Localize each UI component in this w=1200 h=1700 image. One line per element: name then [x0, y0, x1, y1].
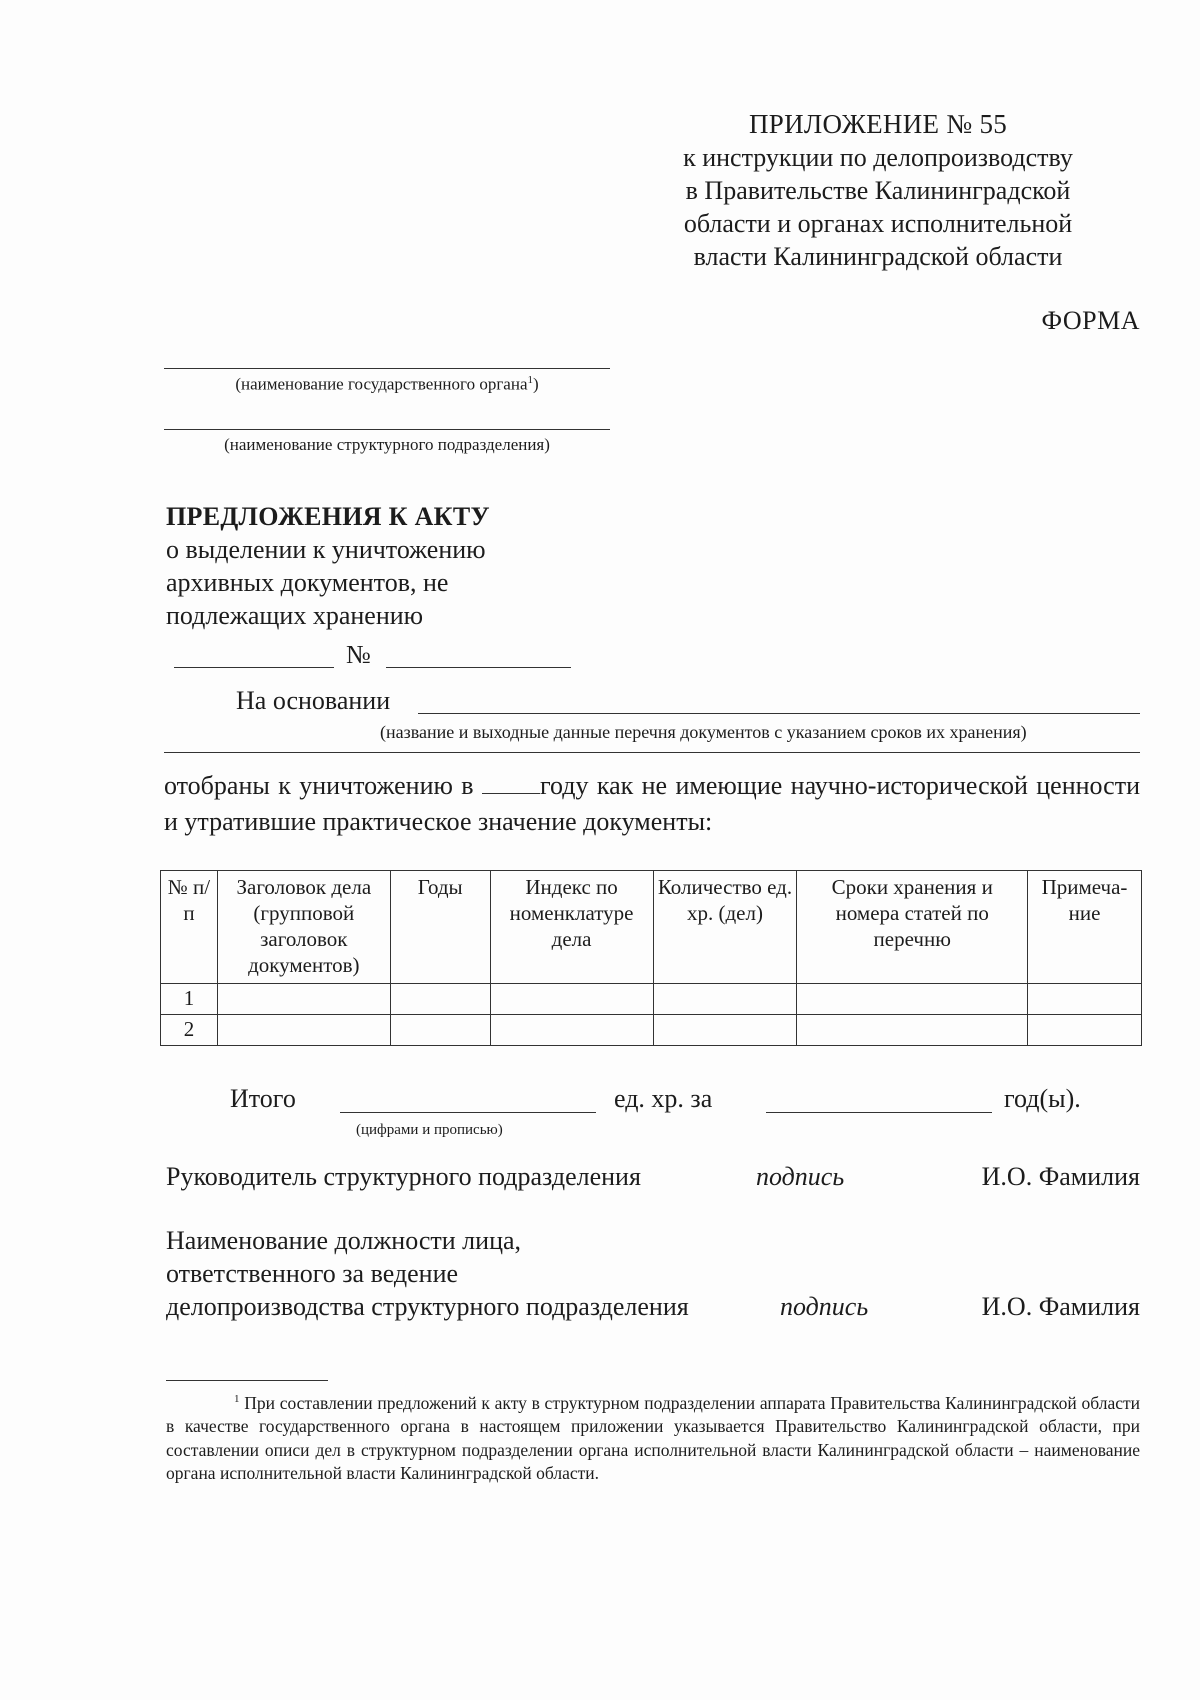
appendix-line-1: к инструкции по делопроизводству: [683, 143, 1073, 172]
table-row: [161, 984, 1142, 1015]
responsible-title-line-2: ответственного за ведение: [166, 1259, 459, 1288]
table-cell: [217, 1015, 390, 1046]
document-title-line-3: подлежащих хранению: [166, 601, 424, 630]
footnote-ref: 1: [527, 374, 533, 386]
responsible-title-line-3: делопроизводства структурного подразделения: [166, 1292, 689, 1321]
table-header-row: [161, 871, 1142, 984]
appendix-line-4: власти Калининградской области: [693, 242, 1063, 271]
basis-label: На основании: [236, 686, 391, 715]
responsible-title-line-1: Наименование должности лица,: [166, 1226, 522, 1255]
appendix-header: [618, 108, 1138, 273]
appendix-line-3: области и органах исполнительной: [683, 209, 1073, 238]
col-quantity: Количество ед. хр. (дел): [653, 871, 797, 984]
row-number: 2: [161, 1015, 218, 1046]
table-cell: [490, 1015, 653, 1046]
document-title-main: ПРЕДЛОЖЕНИЯ К АКТУ: [166, 502, 490, 531]
table-cell: [390, 984, 490, 1015]
documents-table: [160, 870, 1142, 1046]
col-case-title: Заголовок дела (групповой заголовок документов): [217, 871, 390, 984]
col-storage-terms: Сроки хранения и номера статей по перечню: [797, 871, 1028, 984]
number-blank: [386, 667, 571, 668]
table-cell: [653, 984, 797, 1015]
gov-organ-caption-text: (наименование государственного органа: [235, 374, 528, 394]
number-sign: №: [346, 640, 371, 669]
totals-label: Итого: [230, 1084, 296, 1113]
table-cell: [390, 1015, 490, 1046]
row-number: 1: [161, 984, 218, 1015]
basis-line-2: [164, 752, 1140, 753]
table-cell: [797, 1015, 1028, 1046]
footnote-rule: [166, 1380, 328, 1381]
appendix-line-2: в Правительстве Калининградской: [685, 176, 1071, 205]
footnote-text: При составлении предложений к акту в структурном подразделении аппарата Правительства Калининградской области в качестве государственного органа в настоящем приложении указывается Правительство Калининградской области, при составлении описи дел в структурном подразделении органа исполнительной власти Калининградской области – наименование органа исполнительной власти Калининградской области.: [166, 1392, 1140, 1484]
footnote: [166, 1388, 1140, 1486]
table-cell: [217, 984, 390, 1015]
gov-organ-caption: [164, 374, 610, 395]
totals-count-line: [340, 1112, 596, 1113]
date-blank: [174, 667, 334, 668]
structural-unit-line: [164, 429, 610, 430]
document-title-line-2: архивных документов, не: [166, 568, 449, 597]
responsible-name: И.О. Фамилия: [981, 1292, 1140, 1321]
date-number-row: [166, 640, 566, 670]
head-title: Руководитель структурного подразделения: [166, 1162, 641, 1191]
table-cell: [1028, 1015, 1142, 1046]
document-title-line-1: о выделении к уничтожению: [166, 535, 486, 564]
selection-text-1: отобраны к уничтожению в: [164, 771, 474, 800]
document-title: [166, 500, 490, 632]
appendix-title: ПРИЛОЖЕНИЕ № 55: [748, 109, 1008, 139]
basis-line: [418, 713, 1140, 714]
responsible-title: [166, 1224, 689, 1323]
gov-organ-caption-close: ): [533, 374, 539, 394]
totals-caption: (цифрами и прописью): [356, 1122, 503, 1138]
col-number: № п/п: [161, 871, 218, 984]
head-signature: подпись: [756, 1162, 845, 1191]
footnote-mark: 1: [234, 1393, 240, 1405]
col-note: Примеча-ние: [1028, 871, 1142, 984]
basis-caption: (название и выходные данные перечня документов с указанием сроков их хранения): [380, 722, 1027, 742]
form-label: ФОРМА: [1041, 306, 1140, 335]
totals-years: год(ы).: [1004, 1084, 1081, 1113]
selection-paragraph: [164, 768, 1140, 840]
table-cell: [1028, 984, 1142, 1015]
col-years: Годы: [390, 871, 490, 984]
table-cell: [653, 1015, 797, 1046]
table-cell: [490, 984, 653, 1015]
head-name: И.О. Фамилия: [981, 1162, 1140, 1191]
totals-years-line: [766, 1112, 992, 1113]
responsible-signature: подпись: [780, 1292, 869, 1321]
structural-unit-caption: (наименование структурного подразделения): [224, 435, 550, 454]
col-index: Индекс по номенклатуре дела: [490, 871, 653, 984]
selection-text-2: году как не имеющие научно-исторической ценности и утратившие практическое значение документы:: [164, 771, 1140, 836]
year-blank: [482, 773, 540, 794]
table-cell: [797, 984, 1028, 1015]
table-row: [161, 1015, 1142, 1046]
gov-organ-line: [164, 368, 610, 369]
totals-units: ед. хр. за: [614, 1084, 713, 1113]
